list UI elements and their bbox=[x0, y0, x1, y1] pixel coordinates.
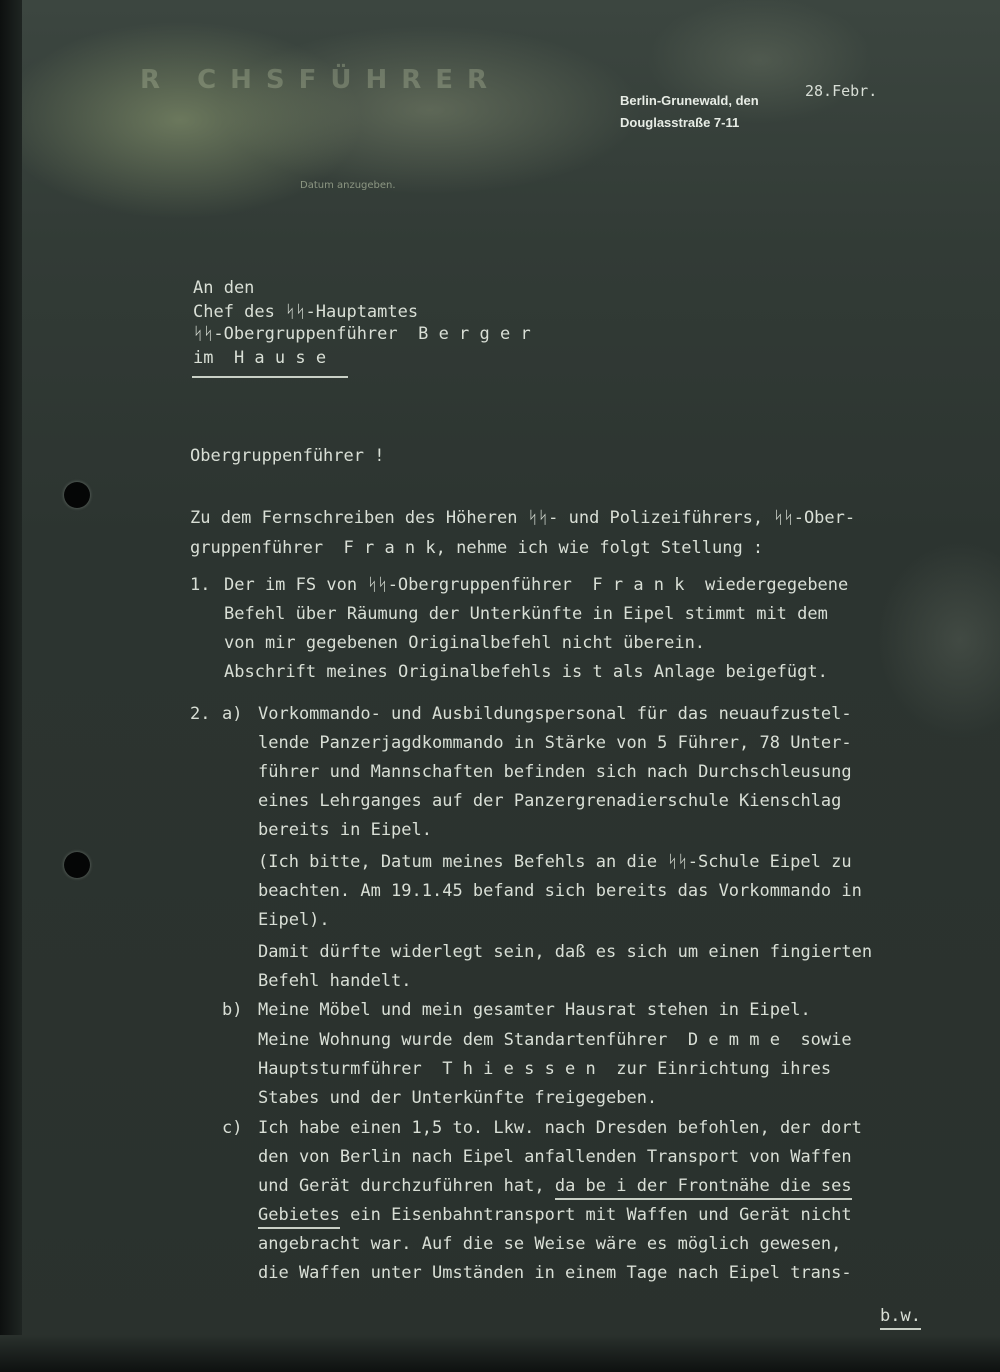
point-2b-line: Stabes und der Unterkünfte freigegeben. bbox=[258, 1088, 658, 1108]
point-2-number: 2. bbox=[190, 704, 211, 724]
point-2a-line: Eipel). bbox=[258, 910, 330, 930]
recipient-line-1: An den bbox=[193, 278, 255, 298]
point-1-line: Befehl über Räumung der Unterkünfte in Eipel stimmt mit dem bbox=[224, 604, 828, 624]
point-2c-line bbox=[258, 1176, 852, 1196]
recipient-underline bbox=[192, 376, 348, 378]
point-2c-line bbox=[258, 1205, 852, 1225]
point-2b-line: Hauptsturmführer T h i e s s e n zur Einrichtung ihres bbox=[258, 1059, 832, 1079]
point-1-line: von mir gegebenen Originalbefehl nicht überein. bbox=[224, 633, 706, 653]
point-2a-label: a) bbox=[222, 704, 243, 724]
recipient-line-4: im H a u s e bbox=[193, 348, 327, 368]
point-2c-line: den von Berlin nach Eipel anfallenden Transport von Waffen bbox=[258, 1147, 852, 1167]
point-2a-line: (Ich bitte, Datum meines Befehls an die ᛋᛋ-Schule Eipel zu bbox=[258, 852, 852, 872]
salutation: Obergruppenführer ! bbox=[190, 446, 385, 466]
recipient-line-3: ᛋᛋ-Obergruppenführer B e r g e r bbox=[193, 324, 531, 344]
date: 28.Febr. bbox=[805, 82, 878, 100]
page-edge-bottom bbox=[0, 1335, 1000, 1372]
letterhead-faded: R CHSFÜHRER bbox=[140, 65, 502, 95]
point-2b-label: b) bbox=[222, 1000, 243, 1020]
footer-bw bbox=[880, 1306, 921, 1326]
intro-line: gruppenführer F r a n k, nehme ich wie folgt Stellung : bbox=[190, 538, 764, 558]
point-2a-line: Damit dürfte widerlegt sein, daß es sich um einen fingierten bbox=[258, 942, 873, 962]
point-2b-line: Meine Möbel und mein gesamter Hausrat stehen in Eipel. bbox=[258, 1000, 811, 1020]
street-line: Douglasstraße 7-11 bbox=[620, 115, 740, 130]
footer-bw-text: b.w. bbox=[880, 1306, 921, 1330]
point-2a-line: Vorkommando- und Ausbildungspersonal für das neuaufzustel- bbox=[258, 704, 852, 724]
point-1-line: Abschrift meines Originalbefehls is t als Anlage beigefügt. bbox=[224, 662, 828, 682]
point-2a-line: führer und Mannschaften befinden sich nach Durchschleusung bbox=[258, 762, 852, 782]
point-2c-label: c) bbox=[222, 1118, 243, 1138]
intro-line: Zu dem Fernschreiben des Höheren ᛋᛋ- und Polizeiführers, ᛋᛋ-Ober- bbox=[190, 508, 856, 528]
punch-hole-bottom bbox=[64, 852, 90, 878]
point-2a-line: eines Lehrganges auf der Panzergrenadierschule Kienschlag bbox=[258, 791, 842, 811]
point-2c-line: Ich habe einen 1,5 to. Lkw. nach Dresden befohlen, der dort bbox=[258, 1118, 862, 1138]
punch-hole-top bbox=[64, 482, 90, 508]
point-1-line: Der im FS von ᛋᛋ-Obergruppenführer F r a n k wiedergegebene bbox=[224, 575, 849, 595]
point-2a-line: lende Panzerjagdkommando in Stärke von 5 Führer, 78 Unter- bbox=[258, 733, 852, 753]
underlined-phrase: da be i der Frontnähe die ses bbox=[555, 1176, 852, 1200]
page-edge-left bbox=[0, 0, 22, 1372]
point-1-number: 1. bbox=[190, 575, 211, 595]
point-2c-text: und Gerät durchzuführen hat, bbox=[258, 1176, 545, 1196]
point-2c-line: angebracht war. Auf die se Weise wäre es möglich gewesen, bbox=[258, 1234, 842, 1254]
place-block bbox=[620, 90, 759, 134]
point-2b-line: Meine Wohnung wurde dem Standartenführer D e m m e sowie bbox=[258, 1030, 852, 1050]
place-line: Berlin-Grunewald, den bbox=[620, 93, 759, 108]
point-2a-line: Befehl handelt. bbox=[258, 971, 412, 991]
letterhead-note: Datum anzugeben. bbox=[300, 180, 396, 191]
point-2c-line: die Waffen unter Umständen in einem Tage nach Eipel trans- bbox=[258, 1263, 852, 1283]
recipient-line-2: Chef des ᛋᛋ-Hauptamtes bbox=[193, 302, 419, 322]
point-2a-line: bereits in Eipel. bbox=[258, 820, 432, 840]
point-2a-line: beachten. Am 19.1.45 befand sich bereits das Vorkommando in bbox=[258, 881, 862, 901]
underlined-phrase: Gebietes bbox=[258, 1205, 340, 1229]
point-2c-text: ein Eisenbahntransport mit Waffen und Gerät nicht bbox=[350, 1205, 852, 1225]
